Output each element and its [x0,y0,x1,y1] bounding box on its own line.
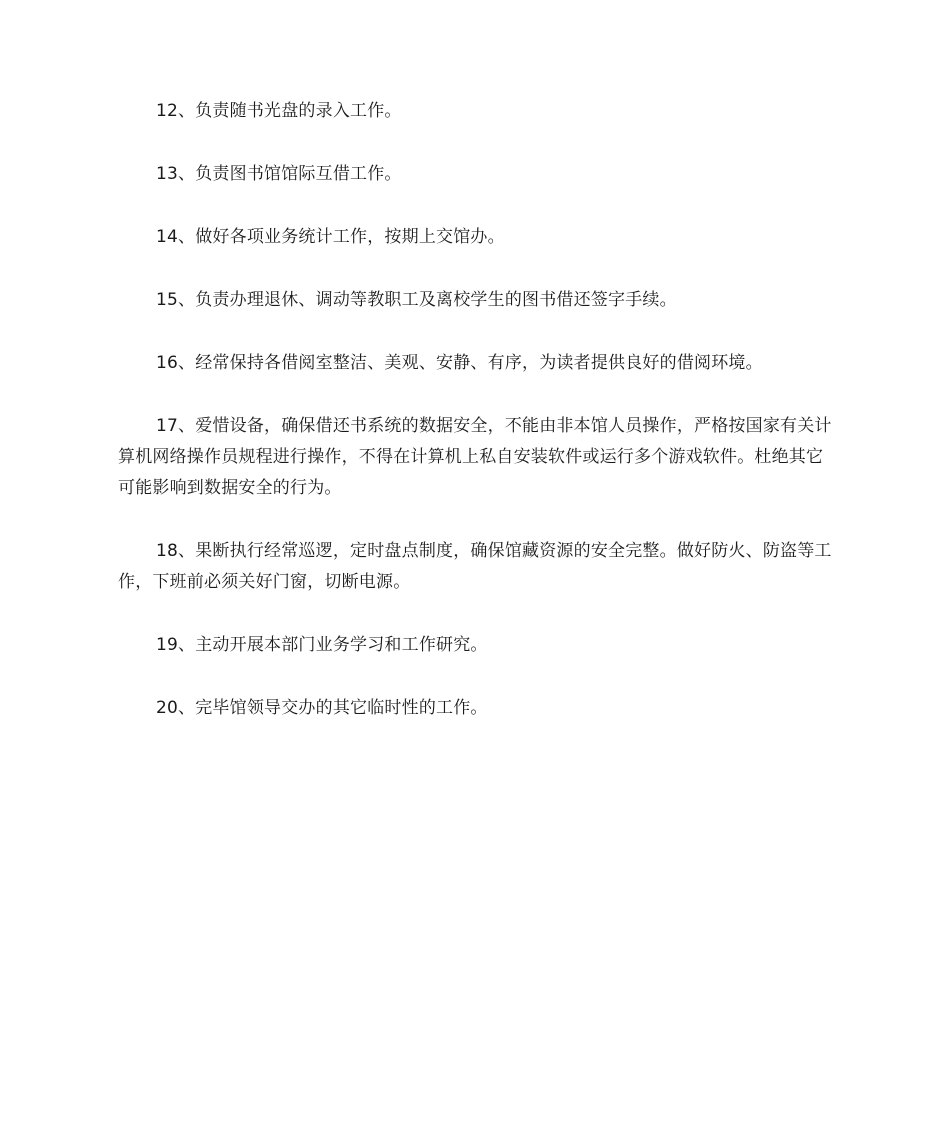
paragraph-item-16: 16、经常保持各借阅室整洁、美观、安静、有序，为读者提供良好的借阅环境。 [156,353,763,373]
paragraph-item-13: 13、负责图书馆馆际互借工作。 [156,164,402,184]
paragraph-item-14: 14、做好各项业务统计工作，按期上交馆办。 [156,227,505,247]
paragraph-item-15: 15、负责办理退休、调动等教职工及离校学生的图书借还签字手续。 [156,290,677,310]
paragraph-item-12: 12、负责随书光盘的录入工作。 [156,101,402,121]
paragraph-item-17: 17、爱惜设备，确保借还书系统的数据安全，不能由非本馆人员操作，严格按国家有关计算机网络操作员规程进行操作，不得在计算机上私自安装软件或运行多个游戏软件。杜绝其它可能影响到数据安全的行为。 [118,416,832,498]
paragraph-item-18: 18、果断执行经常巡逻，定时盘点制度，确保馆藏资源的安全完整。做好防火、防盗等工作，下班前必须关好门窗，切断电源。 [118,541,832,592]
paragraph-item-19: 19、主动开展本部门业务学习和工作研究。 [156,635,488,655]
paragraph-item-20: 20、完毕馆领导交办的其它临时性的工作。 [156,698,488,718]
document-body [118,96,834,756]
